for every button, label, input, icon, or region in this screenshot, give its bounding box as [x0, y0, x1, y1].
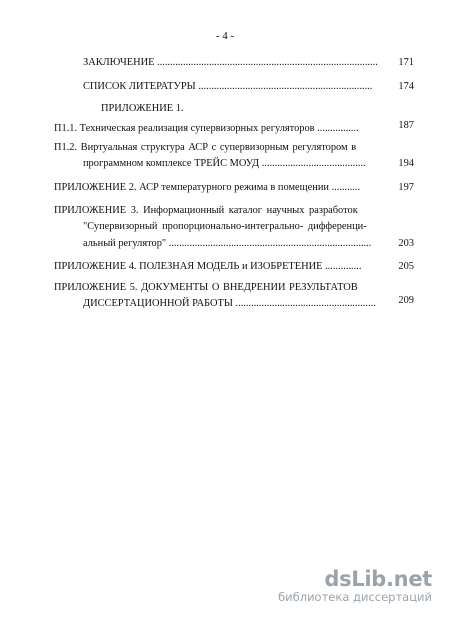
watermark	[278, 568, 432, 604]
toc-page-appendix-5: 209	[398, 295, 414, 306]
watermark-subtitle: библиотека диссертаций	[278, 590, 432, 604]
toc-page-p1-1: 187	[398, 120, 414, 131]
toc-line-p1-1: П1.1. Техническая реализация супервизорных регуляторов ................	[54, 123, 359, 134]
toc-line-appendix-5-b: ДИССЕРТАЦИОННОЙ РАБОТЫ ......................................................	[83, 298, 376, 309]
toc-page-references: 174	[398, 81, 414, 92]
toc-line-p1-2-b: программном комплексе ТРЕЙС МОУД ........................................	[83, 158, 366, 169]
toc-page-conclusion: 171	[398, 57, 414, 68]
toc-page-appendix-4: 205	[398, 261, 414, 272]
toc-page-appendix-2: 197	[398, 182, 414, 193]
toc-line-p1-2-a: П1.2. Виртуальная структура АСР с супервизорным регулятором в	[54, 142, 357, 153]
watermark-logo: dsLib.net	[324, 567, 432, 591]
toc-line-references: СПИСОК ЛИТЕРАТУРЫ ...................................................................	[83, 81, 373, 92]
toc-line-appendix-5-a: ПРИЛОЖЕНИЕ 5. ДОКУМЕНТЫ О ВНЕДРЕНИИ РЕЗУЛЬТАТОВ	[54, 282, 358, 293]
toc-line-appendix-3-c: альный регулятор" ..............................................................................	[83, 238, 372, 249]
toc-page-appendix-3: 203	[398, 238, 414, 249]
toc-line-conclusion: ЗАКЛЮЧЕНИЕ .....................................................................................	[83, 57, 378, 68]
toc-page-p1-2: 194	[398, 158, 414, 169]
toc-line-appendix-2: ПРИЛОЖЕНИЕ 2. АСР температурного режима в помещении ...........	[54, 182, 361, 193]
toc-line-appendix-3-a: ПРИЛОЖЕНИЕ 3. Информационный каталог научных разработок	[54, 205, 358, 216]
toc-line-appendix-4: ПРИЛОЖЕНИЕ 4. ПОЛЕЗНАЯ МОДЕЛЬ и ИЗОБРЕТЕНИЕ ..............	[54, 261, 362, 272]
toc-line-appendix-1: ПРИЛОЖЕНИЕ 1.	[101, 103, 184, 114]
toc-line-appendix-3-b: "Супервизорный пропорционально-интегрально- дифференци-	[83, 221, 367, 232]
page-number: - 4 -	[215, 30, 235, 42]
